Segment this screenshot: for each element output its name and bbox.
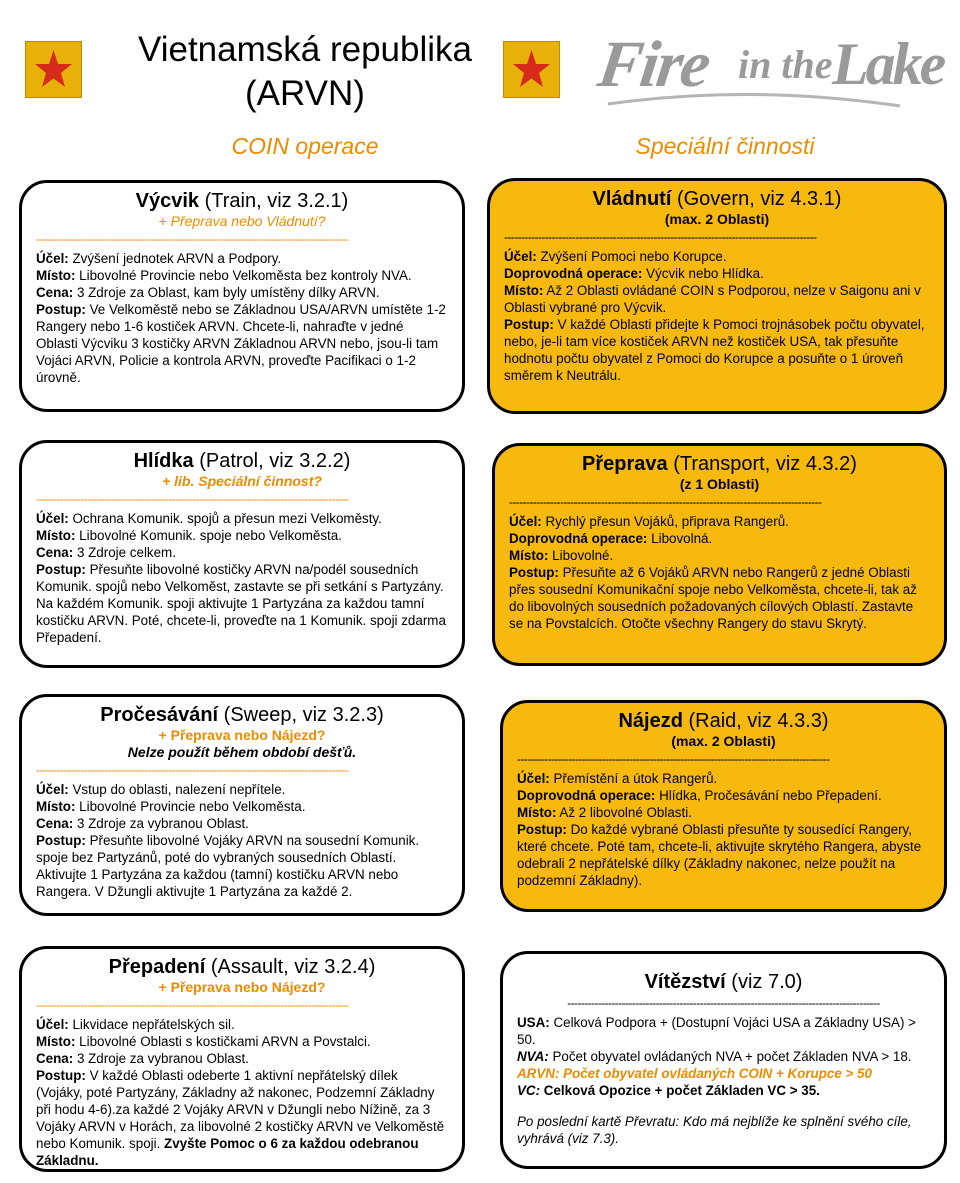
- text-postup: V každé Oblasti odeberte 1 aktivní nepřátelský dílek (Vojáky, poté Partyzány, Základny až nakonec, Podzemní Základny při hodu 4-6).za každé 2 Vojáky ARVN v Džungli nebo Nížině, za 3 Vojáky ARVN v Horách, za libovolné 2 kostičky ARVN ve Velkoměstě nebo Komunik. spoji.: [36, 1068, 445, 1151]
- card-body: [517, 1014, 930, 1147]
- label-ucel: Účel:: [36, 511, 69, 526]
- text-ucel: Zvýšení Pomoci nebo Korupce.: [540, 249, 727, 264]
- text-cena: 3 Zdroje za Oblast, kam byly umístěny dílky ARVN.: [76, 285, 380, 300]
- star-icon: [26, 42, 81, 97]
- card-ref: (Transport, viz 4.3.2): [673, 453, 857, 475]
- text-ucel: Rychlý přesun Vojáků, připrava Rangerů.: [545, 514, 789, 529]
- coin-operations-header: COIN operace: [231, 133, 379, 159]
- divider: --------------------------------------------------------------------------------------------: [517, 752, 830, 766]
- text-ucel: Likvidace nepřátelských sil.: [72, 1017, 235, 1032]
- card-name: Pročesávání: [100, 704, 219, 726]
- arvn-star-logo-left: [25, 41, 82, 98]
- card-name: Nájezd: [618, 710, 683, 732]
- label-ucel: Účel:: [509, 514, 542, 529]
- card-subtitle: + Přeprava nebo Nájezd?: [158, 727, 326, 743]
- title-line-1: Vietnamská republika: [138, 30, 472, 69]
- divider: --------------------------------------------------------------------------------------------: [36, 763, 349, 777]
- arvn-star-logo-right: [503, 41, 560, 98]
- card-ref: (viz 7.0): [731, 971, 803, 993]
- label-ucel: Účel:: [36, 782, 69, 797]
- text-postup: Do každé vybrané Oblasti přesuňte ty sousedící Rangery, které chcete. Poté tam, chcete-li, aktivujte skrytého Rangera, abyste odebrali 2 nepřátelské dílky (Základny nakonec, nelze použít na podzemní Základny).: [517, 822, 922, 888]
- label-ucel: Účel:: [504, 249, 537, 264]
- card-body: [509, 513, 930, 632]
- card-ref: (Train, viz 3.2.1): [204, 190, 349, 212]
- label-misto: Místo:: [36, 799, 76, 814]
- label-misto: Místo:: [36, 268, 76, 283]
- card-name: Vládnutí: [592, 188, 672, 210]
- text-postup-bold: Zvyšte Pomoc o 6 za každou odebranou Základnu.: [36, 1136, 419, 1168]
- card-transport-title: [509, 452, 930, 476]
- title-line-2: (ARVN): [245, 74, 365, 113]
- svg-text:in the: in the: [738, 42, 833, 87]
- card-assault-title: [36, 955, 448, 979]
- text-arvn: ARVN: Počet obyvatel ovládaných COIN + Korupce > 50: [517, 1066, 872, 1081]
- card-subtitle: + lib. Speciální činnost?: [162, 473, 322, 489]
- card-body: [504, 248, 930, 384]
- label-cena: Cena:: [36, 285, 74, 300]
- card-sweep-title: [36, 703, 448, 727]
- label-cena: Cena:: [36, 545, 74, 560]
- card-body: [36, 250, 448, 386]
- card-body: [36, 1016, 448, 1169]
- text-misto: Libovolné.: [552, 548, 614, 563]
- label-usa: USA:: [517, 1015, 550, 1030]
- special-activities-header: Speciální činnosti: [635, 133, 815, 159]
- text-ucel: Ochrana Komunik. spojů a přesun mezi Velkoměsty.: [72, 511, 382, 526]
- label-cena: Cena:: [36, 816, 74, 831]
- svg-text:Fire: Fire: [593, 28, 714, 101]
- divider: --------------------------------------------------------------------------------------------: [509, 495, 822, 509]
- card-subtitle: (max. 2 Oblasti): [664, 211, 770, 227]
- card-name: Výcvik: [135, 190, 200, 212]
- text-doprovodna: Hlídka, Pročesávání nebo Přepadení.: [659, 788, 882, 803]
- card-patrol: [19, 440, 465, 668]
- divider: --------------------------------------------------------------------------------------------: [36, 998, 349, 1012]
- label-postup: Postup:: [36, 833, 86, 848]
- card-name: Hlídka: [133, 450, 194, 472]
- card-train: [19, 180, 465, 412]
- card-assault: [19, 946, 465, 1172]
- label-postup: Postup:: [509, 565, 559, 580]
- star-icon: [504, 42, 559, 97]
- label-ucel: Účel:: [36, 251, 69, 266]
- text-doprovodna: Libovolná.: [651, 531, 713, 546]
- svg-text:Lake: Lake: [832, 31, 944, 97]
- card-subtitle: + Přeprava nebo Vládnutí?: [158, 213, 326, 229]
- text-misto: Až 2 libovolné Oblasti.: [559, 805, 692, 820]
- text-cena: 3 Zdroje za vybranou Oblast.: [76, 816, 249, 831]
- text-postup: Přesuňte až 6 Vojáků ARVN nebo Rangerů z jedné Oblasti přes sousední Komunikační spoje nebo Velkoměsta, chcete-li, tak až do libovolných sousedních požadovaných cílových Oblastí. Zastavte se na Povstalcích. Otočte všechny Rangery do stavu Skrytý.: [509, 565, 917, 631]
- label-postup: Postup:: [517, 822, 567, 837]
- card-victory-title: [517, 970, 930, 994]
- card-name: Vítězství: [644, 971, 726, 993]
- card-raid-title: [517, 709, 930, 733]
- text-cena: 3 Zdroje za vybranou Oblast.: [76, 1051, 249, 1066]
- text-cena: 3 Zdroje celkem.: [76, 545, 176, 560]
- text-nva: Počet obyvatel ovládaných NVA + počet Základen NVA > 18.: [552, 1049, 912, 1064]
- divider: --------------------------------------------------------------------------------------------: [36, 492, 349, 506]
- text-ucel: Vstup do oblasti, nalezení nepřítele.: [72, 782, 286, 797]
- card-transport: [492, 443, 947, 666]
- page-title: [115, 28, 495, 116]
- text-misto: Libovolné Provincie nebo Velkoměsta.: [79, 799, 306, 814]
- card-ref: (Assault, viz 3.2.4): [210, 956, 376, 978]
- card-body: [36, 781, 448, 900]
- label-vc: VC:: [517, 1083, 541, 1098]
- card-name: Přepadení: [108, 956, 206, 978]
- text-usa: Celková Podpora + (Dostupní Vojáci USA a Základny USA) > 50.: [517, 1015, 916, 1047]
- card-govern: [487, 178, 947, 414]
- text-postup: Přesuňte libovolné kostičky ARVN na/podél sousedních Komunik. spojů nebo Velkoměst, zastavte se při setkání s Partyzány. Na každém Komunik. spoji aktivujte 1 Partyzána za každou tamní kostičku ARVN. Poté, chcete-li, proveďte na 1 Komunik. spoji zdarma Přepadení.: [36, 562, 446, 645]
- text-postup: Přesuňte libovolné Vojáky ARVN na sousední Komunik. spoje bez Partyzánů, poté do vybraných sousedních Oblastí. Aktivujte 1 Partyzána za každou (tamní) kostičku ARVN nebo Rangera. V Džungli aktivujte 1 Partyzána za každé 2.: [36, 833, 420, 899]
- text-misto: Libovolné Komunik. spoje nebo Velkoměsta.: [79, 528, 342, 543]
- card-govern-title: [504, 187, 930, 211]
- label-doprovodna: Doprovodná operace:: [517, 788, 656, 803]
- divider: --------------------------------------------------------------------------------------------: [504, 230, 817, 244]
- label-doprovodna: Doprovodná operace:: [504, 266, 643, 281]
- card-train-title: [36, 189, 448, 213]
- card-name: Přeprava: [582, 453, 668, 475]
- text-note: Po poslední kartě Převratu: Kdo má nejblíže ke splnění svého cíle, vyhrává (viz 7.3).: [517, 1114, 912, 1146]
- card-ref: (Raid, viz 4.3.3): [688, 710, 829, 732]
- label-ucel: Účel:: [36, 1017, 69, 1032]
- label-misto: Místo:: [36, 1034, 76, 1049]
- label-postup: Postup:: [504, 317, 554, 332]
- card-body: [36, 510, 448, 646]
- text-vc: Celková Opozice + počet Základen VC > 35.: [543, 1083, 820, 1098]
- card-sweep: [19, 694, 465, 916]
- text-misto: Libovolné Oblasti s kostičkami ARVN a Povstalci.: [79, 1034, 371, 1049]
- label-misto: Místo:: [504, 283, 544, 298]
- label-misto: Místo:: [36, 528, 76, 543]
- card-subtitle: (max. 2 Oblasti): [671, 733, 776, 749]
- card-patrol-title: [36, 449, 448, 473]
- label-postup: Postup:: [36, 562, 86, 577]
- label-doprovodna: Doprovodná operace:: [509, 531, 648, 546]
- text-misto: Libovolné Provincie nebo Velkoměsta bez kontroly NVA.: [79, 268, 412, 283]
- divider: --------------------------------------------------------------------------------------------: [567, 996, 880, 1010]
- text-ucel: Přemístění a útok Rangerů.: [553, 771, 718, 786]
- label-misto: Místo:: [517, 805, 557, 820]
- fire-in-the-lake-logo: [593, 14, 944, 124]
- label-postup: Postup:: [36, 302, 86, 317]
- label-cena: Cena:: [36, 1051, 74, 1066]
- card-ref: (Patrol, viz 3.2.2): [199, 450, 351, 472]
- card-subtitle: (z 1 Oblasti): [679, 476, 760, 492]
- text-postup: V každé Oblasti přidejte k Pomoci trojnásobek počtu obyvatel, nebo, je-li tam více kostiček ARVN než kostiček USA, tak přesuňte hodnotu počtu obyvatel z Pomoci do Korupce a posuňte o 1 úroveň směrem k Neutrálu.: [504, 317, 925, 383]
- text-ucel: Zvýšení jednotek ARVN a Podpory.: [72, 251, 282, 266]
- card-ref: (Sweep, viz 3.2.3): [223, 704, 384, 726]
- text-misto: Až 2 Oblasti ovládané COIN s Podporou, nelze v Saigonu ani v Oblasti vybrané pro Výcvik.: [504, 283, 921, 315]
- divider: --------------------------------------------------------------------------------------------: [36, 232, 349, 246]
- label-misto: Místo:: [509, 548, 549, 563]
- card-ref: (Govern, viz 4.3.1): [676, 188, 842, 210]
- text-postup: Ve Velkoměstě nebo se Základnou USA/ARVN umístěte 1-2 Rangery nebo 1-6 kostiček ARVN. Chcete-li, nahraďte v jedné Oblasti Výcviku 3 kostičky ARVN Základnou ARVN nebo, jsou-li tam Vojáci ARVN, Policie a kontrola ARVN, proveďte Pacifikaci o 1-2 úrovně.: [36, 302, 446, 385]
- label-ucel: Účel:: [517, 771, 550, 786]
- label-postup: Postup:: [36, 1068, 86, 1083]
- card-subtitle: + Přeprava nebo Nájezd?: [158, 979, 326, 995]
- card-victory: [500, 951, 947, 1169]
- text-doprovodna: Výcvik nebo Hlídka.: [646, 266, 764, 281]
- card-body: [517, 770, 930, 889]
- card-subtitle-2: Nelze použít během období dešťů.: [127, 744, 357, 760]
- label-nva: NVA:: [517, 1049, 549, 1064]
- card-raid: [500, 700, 947, 912]
